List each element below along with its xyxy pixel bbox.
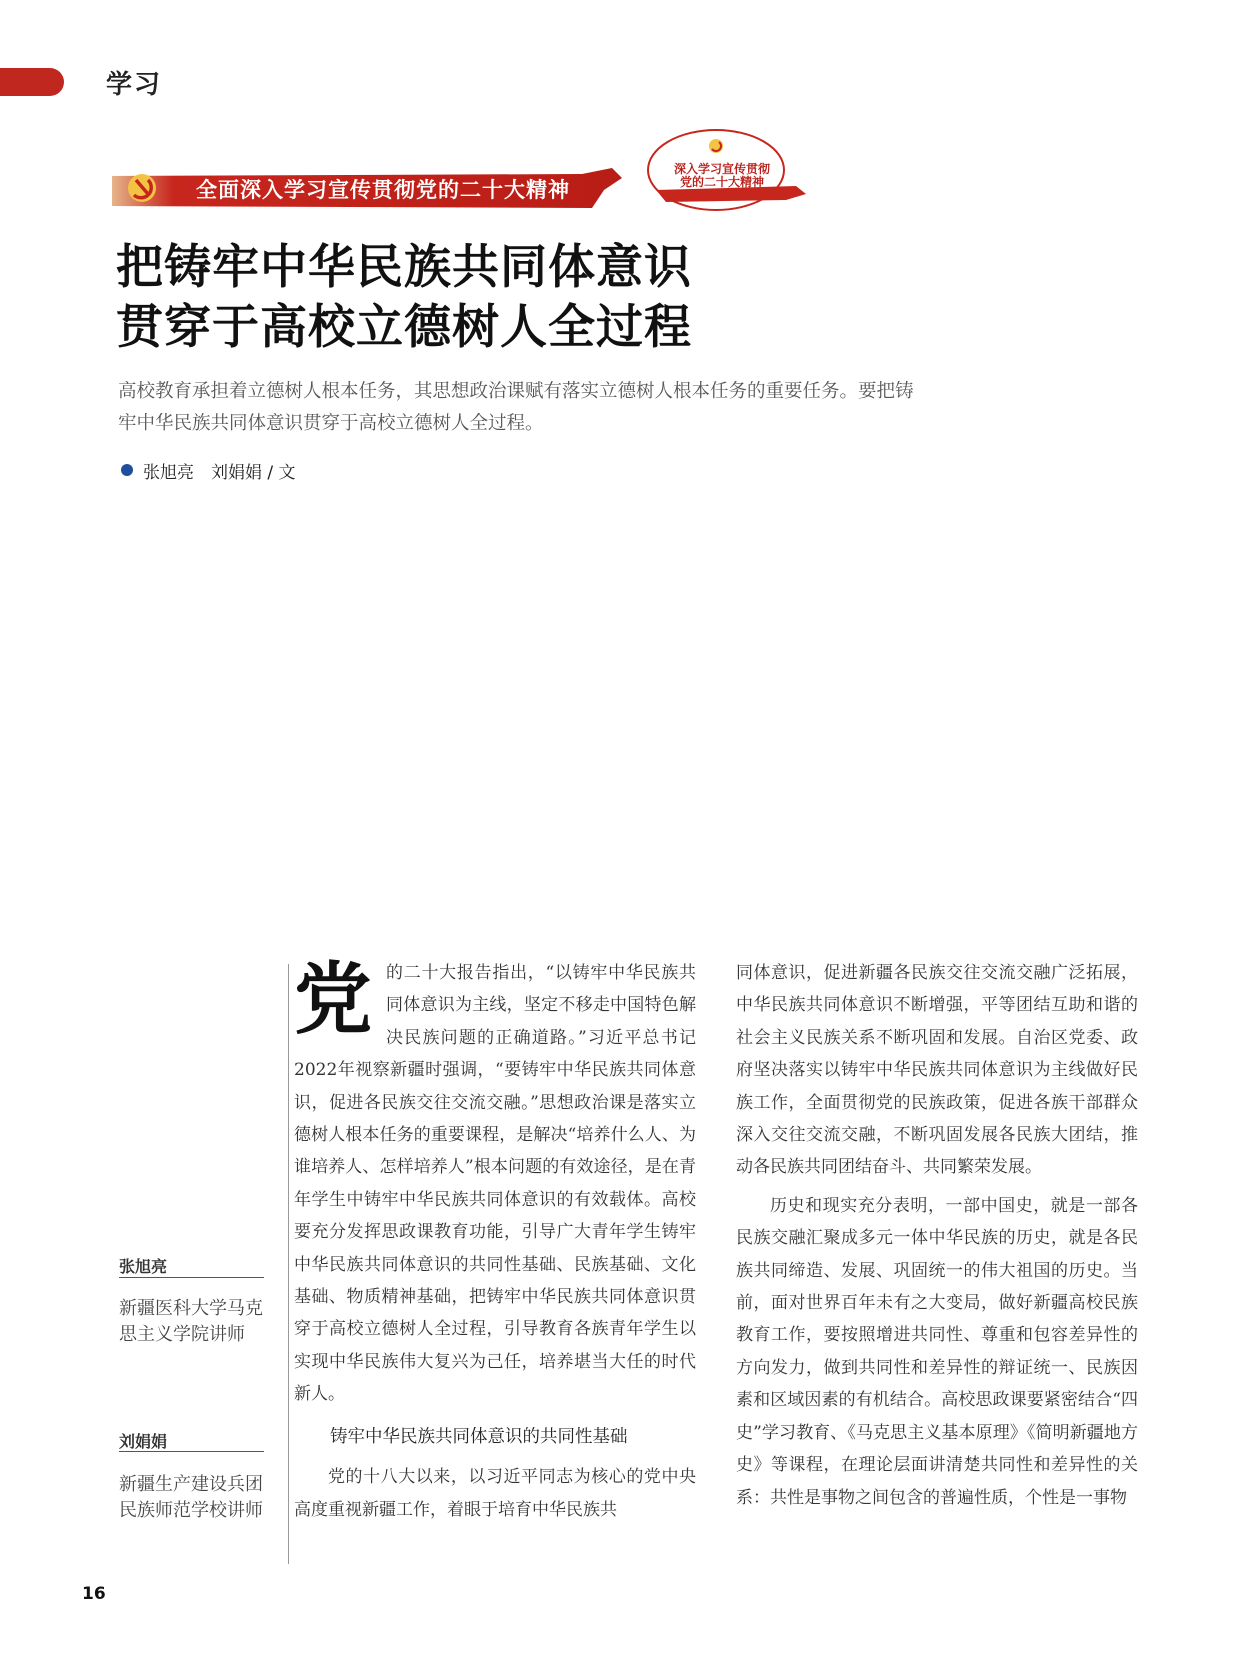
column-divider	[288, 964, 289, 1564]
author-name: 刘娟娟	[119, 1432, 168, 1451]
author-name: 张旭亮	[119, 1257, 168, 1276]
body-column-1	[294, 954, 696, 1526]
body-paragraph: 同体意识，促进新疆各民族交往交流交融广泛拓展，中华民族共同体意识不断增强，平等团结互助和谐的社会主义民族关系不断巩固和发展。自治区党委、政府坚决落实以铸牢中华民族共同体意识为主线做好民族工作，全面贯彻党的民族政策，促进各族干部群众深入交往交流交融，不断巩固发展各民族大团结，推动各民族共同团结奋斗、共同繁荣发展。	[736, 963, 1138, 1178]
byline: 张旭亮 刘娟娟 / 文	[143, 463, 296, 483]
hammer-sickle-icon	[709, 139, 723, 153]
author-affiliation: 新疆医科大学马克思主义学院讲师	[119, 1298, 263, 1345]
banner-text: 全面深入学习宣传贯彻党的二十大精神	[196, 178, 570, 202]
page-number: 16	[82, 1584, 106, 1604]
author-affiliation: 新疆生产建设兵团民族师范学校讲师	[119, 1474, 263, 1521]
body-paragraph: 党的十八大以来，以习近平同志为核心的党中央高度重视新疆工作，着眼于培育中华民族共	[294, 1467, 696, 1520]
article-summary: 高校教育承担着立德树人根本任务，其思想政治课赋有落实立德树人根本任务的重要任务。要把铸牢中华民族共同体意识贯穿于高校立德树人全过程。	[118, 381, 914, 434]
section-tab-marker	[0, 68, 64, 96]
article-title-line2: 贯穿于高校立德树人全过程	[116, 300, 692, 355]
badge-text-line1: 深入学习宣传贯彻	[673, 162, 770, 176]
badge-text-line2: 党的二十大精神	[679, 175, 764, 189]
byline-bullet	[121, 464, 133, 476]
body-paragraph: 历史和现实充分表明，一部中国史，就是一部各民族交融汇聚成多元一体中华民族的历史，就是各民族共同缔造、发展、巩固统一的伟大祖国的历史。当前，面对世界百年未有之大变局，做好新疆高校民族教育工作，要按照增进共同性、尊重和包容差异性的方向发力，做到共同性和差异性的辩证统一、民族因素和区域因素的有机结合。高校思政课要紧密结合“四史”学习教育、《马克思主义基本原理》《简明新疆地方史》等课程，在理论层面讲清楚共同性和差异性的关系：共性是事物之间包含的普遍性质，个性是一事物	[736, 1195, 1138, 1508]
body-paragraph: 的二十大报告指出，“以铸牢中华民族共同体意识为主线，坚定不移走中国特色解决民族问题的正确道路。”习近平总书记2022年视察新疆时强调，“要铸牢中华民族共同体意识，促进各民族交往交流交融。”思想政治课是落实立德树人根本任务的重要课程，是解决“培养什么人、为谁培养人、怎样培养人”根本问题的有效途径，是在青年学生中铸牢中华民族共同体意识的有效载体。高校要充分发挥思政课教育功能，引导广大青年学生铸牢中华民族共同体意识的共同性基础、民族基础、文化基础、物质精神基础，把铸牢中华民族共同体意识贯穿于高校立德树人全过程，引导教育各族青年学生以实现中华民族伟大复兴为己任，培养堪当大任的时代新人。	[294, 963, 696, 1405]
section-subheading: 铸牢中华民族共同体意识的共同性基础	[330, 1426, 628, 1447]
author-divider	[119, 1451, 264, 1452]
article-title-line1: 把铸牢中华民族共同体意识	[116, 240, 692, 295]
body-column-2	[736, 957, 1138, 1514]
section-label: 学习	[106, 70, 163, 100]
drop-cap: 党	[294, 954, 373, 1045]
hammer-sickle-icon	[128, 174, 156, 202]
author-divider	[119, 1277, 264, 1278]
